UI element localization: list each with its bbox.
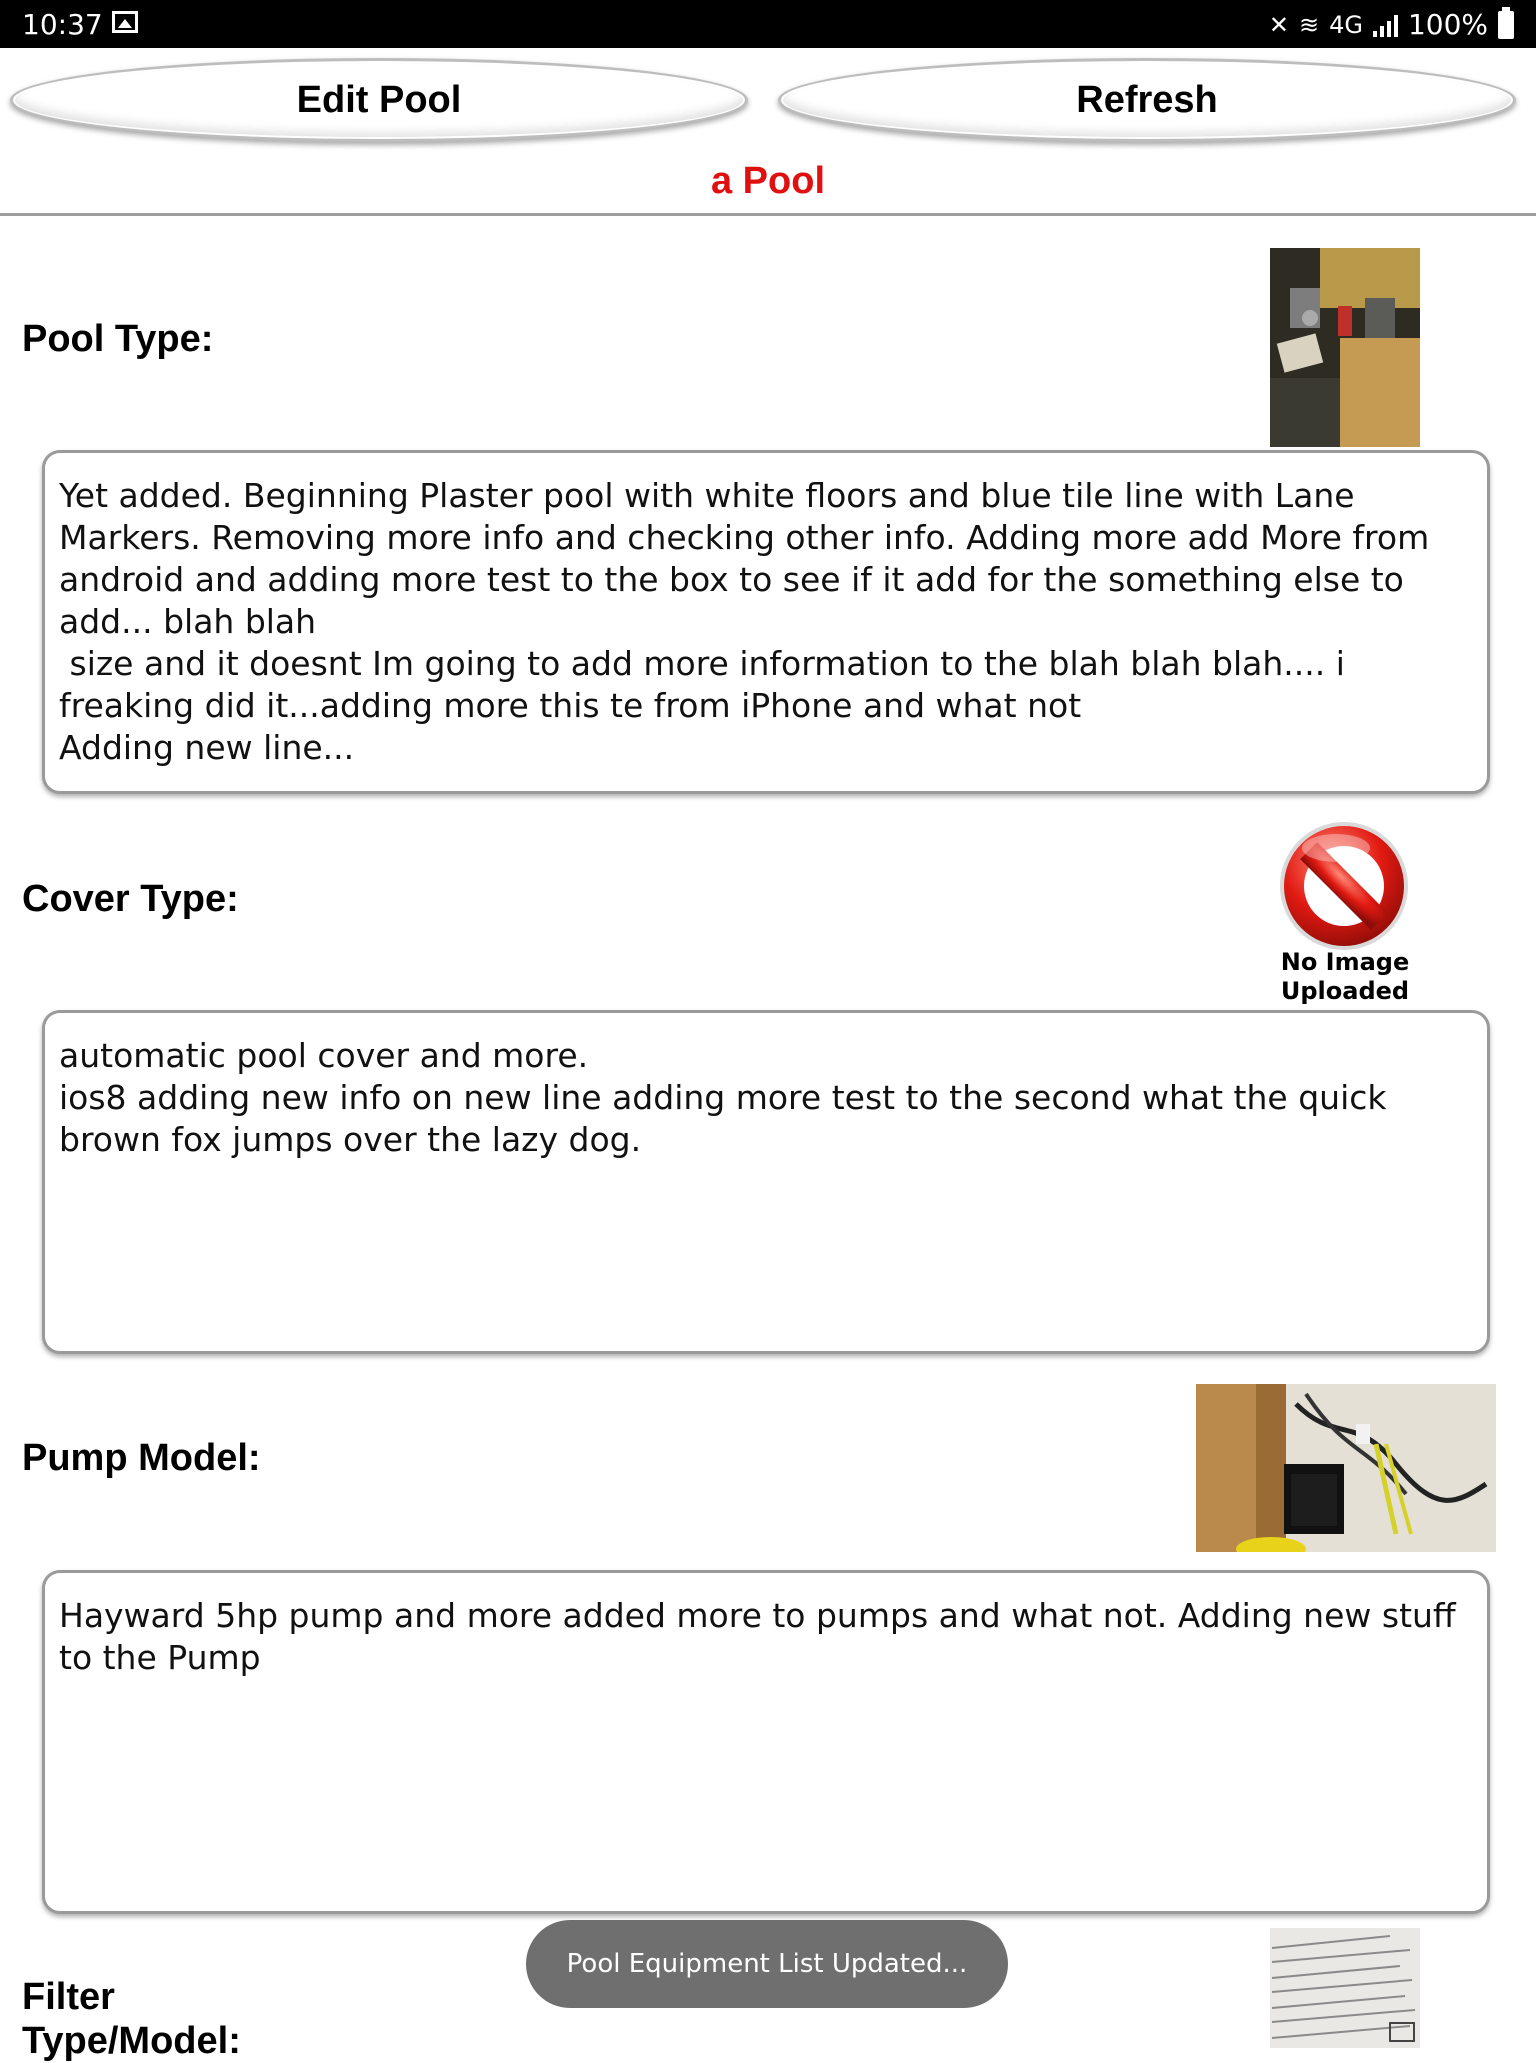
cover-type-textarea[interactable]: automatic pool cover and more. ios8 adding new info on new line adding more test to the second what the quick brown fox jumps over the lazy dog. [42, 1010, 1490, 1354]
toast-message: Pool Equipment List Updated... [526, 1920, 1008, 2008]
status-bar [0, 0, 1536, 48]
battery-icon [1498, 11, 1514, 39]
pump-model-photo[interactable] [1196, 1384, 1496, 1552]
no-image-caption: No Image Uploaded [1280, 948, 1410, 1005]
signal-icon [1373, 13, 1398, 37]
vibrate-icon: ✕ [1268, 10, 1289, 39]
network-type-label: 4G [1329, 10, 1363, 39]
edit-pool-button[interactable]: Edit Pool [10, 58, 748, 142]
status-icons [1269, 8, 1514, 41]
no-image-icon [1276, 818, 1412, 954]
filter-type-photo[interactable] [1270, 1928, 1420, 2048]
battery-percent: 100% [1407, 8, 1488, 41]
wifi-icon: ≋ [1298, 10, 1320, 39]
header-divider [0, 213, 1536, 216]
pump-model-textarea[interactable]: Hayward 5hp pump and more added more to pumps and what not. Adding new stuff to the Pump [42, 1570, 1490, 1914]
pool-type-label: Pool Type: [22, 318, 214, 360]
pool-type-photo[interactable] [1270, 248, 1420, 447]
pump-model-label: Pump Model: [22, 1437, 261, 1479]
status-time: 10:37 [22, 8, 103, 41]
pool-type-textarea[interactable]: Yet added. Beginning Plaster pool with white floors and blue tile line with Lane Markers. Removing more info and checking other info. Adding more add More from android and adding more test to the box to see if it add for the something else to add... blah blah size and it doesnt Im going to add more information to the blah blah blah.... i freaking did it...adding more this te from iPhone and what not Adding new line... [42, 450, 1490, 794]
filter-type-label: Filter Type/Model: [22, 1976, 241, 2062]
cover-type-label: Cover Type: [22, 878, 239, 920]
image-notification-icon [112, 11, 138, 33]
pool-title: a Pool [710, 160, 826, 202]
refresh-button[interactable]: Refresh [778, 58, 1516, 142]
